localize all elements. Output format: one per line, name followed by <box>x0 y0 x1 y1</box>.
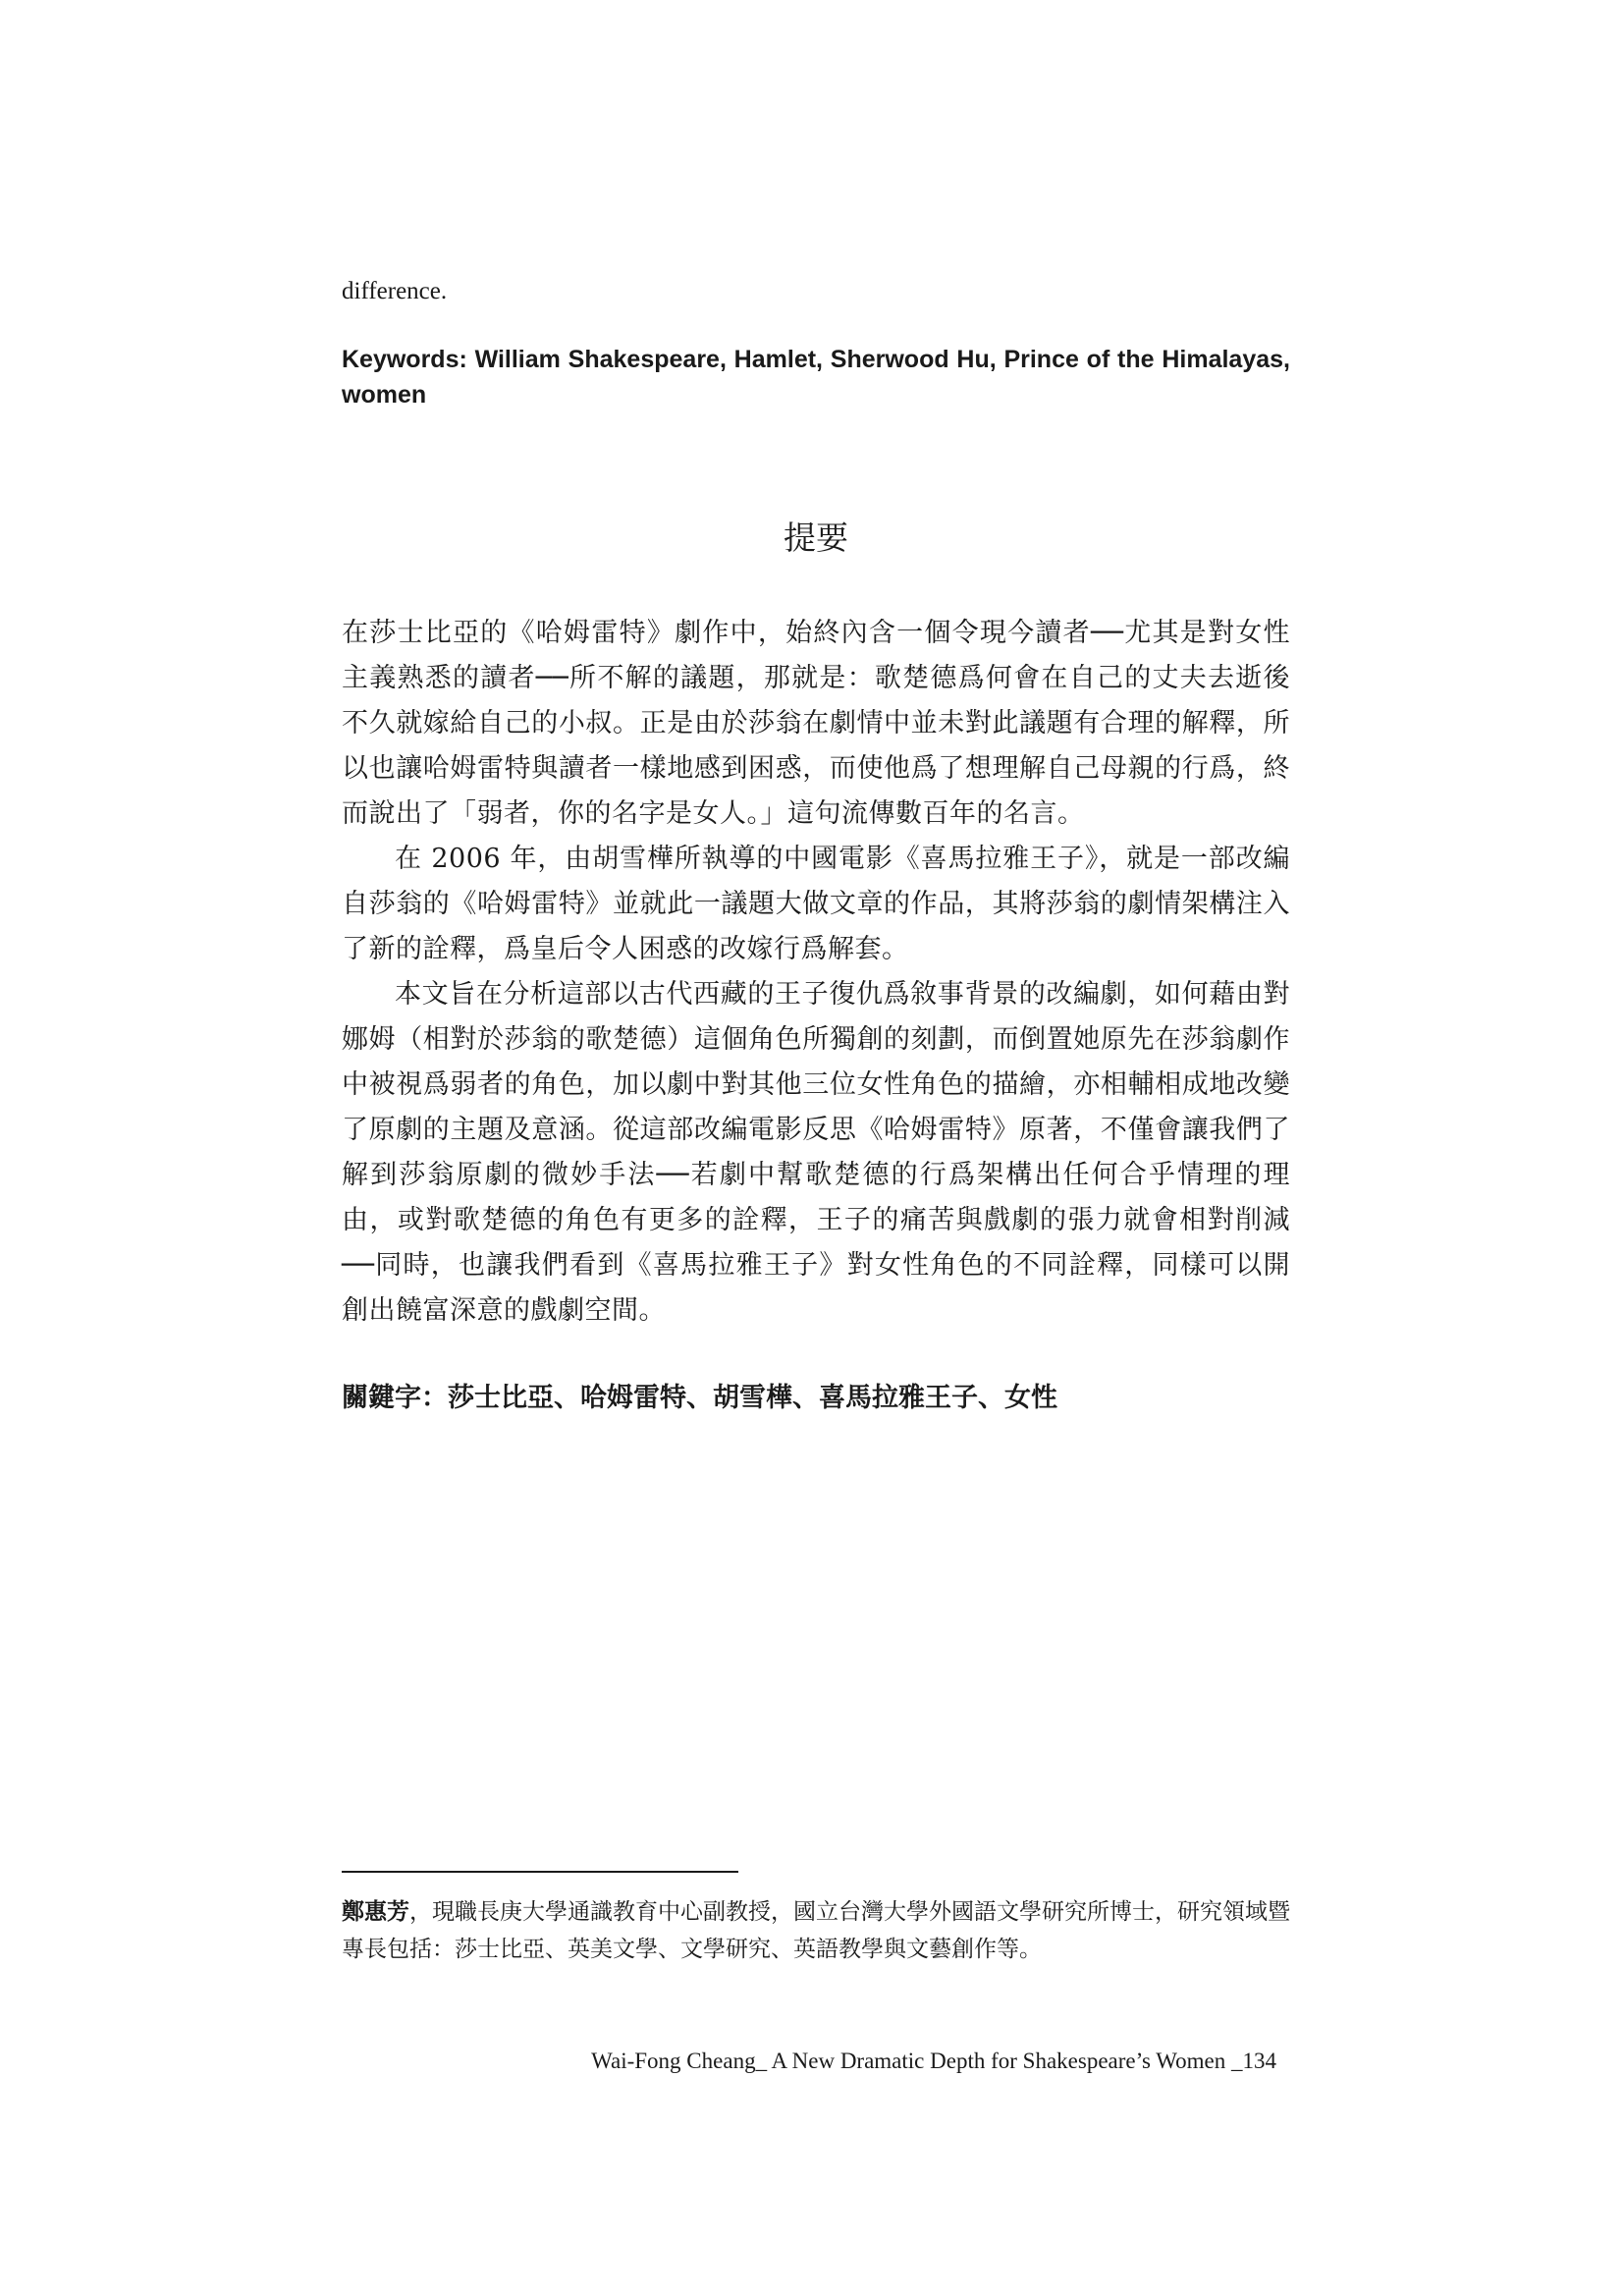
abstract-paragraph-1: 在莎士比亞的《哈姆雷特》劇作中，始終內含一個令現今讀者──尤其是對女性主義熟悉的讀者──所不解的議題，那就是：歌楚德爲何會在自己的丈夫去逝後不久就嫁給自己的小叔。正是由於莎翁在劇情中並未對此議題有合理的解釋，所以也讓哈姆雷特與讀者一樣地感到困惑，而使他爲了想理解自己母親的行爲，終而說出了「弱者，你的名字是女人。」這句流傳數百年的名言。 <box>342 618 1290 829</box>
english-keywords: Keywords: William Shakespeare, Hamlet, Sherwood Hu, Prince of the Himalayas, women <box>342 346 1290 409</box>
running-footer: Wai-Fong Cheang_ A New Dramatic Depth for Shakespeare’s Women _134 <box>591 2049 1276 2073</box>
author-footnote <box>342 1893 1290 1968</box>
abstract-paragraph-2: 在 2006 年，由胡雪樺所執導的中國電影《喜馬拉雅王子》，就是一部改編自莎翁的《哈姆雷特》並就此一議題大做文章的作品，其將莎翁的劇情架構注入了新的詮釋，爲皇后令人困惑的改嫁行爲解套。 <box>342 844 1290 964</box>
footnote-divider <box>342 1871 738 1873</box>
abstract-paragraph-3: 本文旨在分析這部以古代西藏的王子復仇爲敘事背景的改編劇，如何藉由對娜姆（相對於莎翁的歌楚德）這個角色所獨創的刻劃，而倒置她原先在莎翁劇作中被視爲弱者的角色，加以劇中對其他三位女性角色的描繪，亦相輔相成地改變了原劇的主題及意涵。從這部改編電影反思《哈姆雷特》原著，不僅會讓我們了解到莎翁原劇的微妙手法──若劇中幫歌楚德的行爲架構出任何合乎情理的理由，或對歌楚德的角色有更多的詮釋，王子的痛苦與戲劇的張力就會相對削減──同時，也讓我們看到《喜馬拉雅王子》對女性角色的不同詮釋，同樣可以開創出饒富深意的戲劇空間。 <box>342 979 1290 1326</box>
chinese-abstract-body <box>342 611 1290 1334</box>
chinese-abstract-heading: 提要 <box>784 519 848 557</box>
english-abstract-ending: difference. <box>342 278 448 304</box>
chinese-keywords: 關鍵字：莎士比亞、哈姆雷特、胡雪樺、喜馬拉雅王子、女性 <box>342 1383 1057 1413</box>
paper-page <box>342 0 1290 2296</box>
footnote-text: ，現職長庚大學通識教育中心副教授，國立台灣大學外國語文學研究所博士，研究領域暨專長包括：莎士比亞、英美文學、文學研究、英語教學與文藝創作等。 <box>342 1899 1290 1962</box>
footnote-author-name: 鄭惠芳 <box>342 1898 409 1925</box>
